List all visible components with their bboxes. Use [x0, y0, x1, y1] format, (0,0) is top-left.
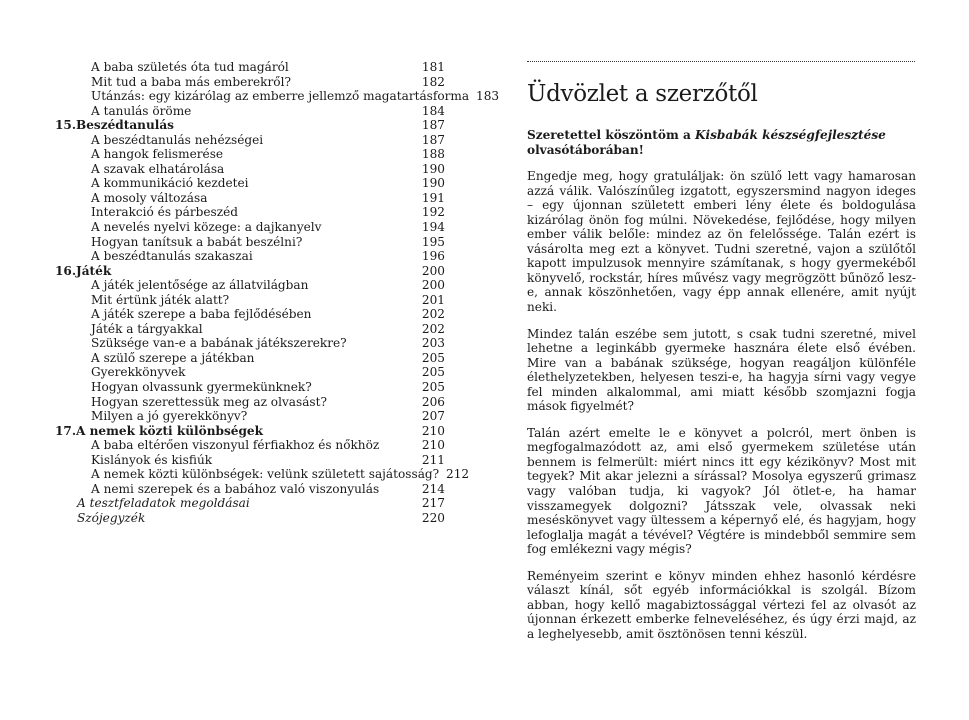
toc-entry — [55, 351, 445, 366]
toc-entry — [55, 75, 445, 90]
toc-entry — [55, 162, 445, 177]
toc-title: A nemi szerepek és a babához való viszonyulás — [91, 481, 380, 496]
toc-title: A játék jelentősége az állatvilágban — [91, 278, 309, 293]
toc-title — [55, 118, 174, 133]
toc-page-number: 205 — [421, 365, 445, 380]
toc-title: A játék szerepe a baba fejlődésében — [91, 307, 312, 322]
paragraph: Reményeim szerint e könyv minden ehhez hasonló kérdésre választ kínál, sőt egyéb információkkal is szolgál. Bízom abban, hogy kellő magabiztossággal vértezi fel az olvasót az újonnan érkezett emberke felneveléséhez, és úgy érzi majd, az a leghelyesebb, amit ösztönösen tenni készül. — [527, 568, 916, 641]
toc-entry — [55, 482, 445, 497]
toc-page-number: 183 — [476, 89, 500, 104]
toc-title: Hogyan szerettessük meg az olvasást? — [91, 394, 327, 409]
toc-title: A nevelés nyelvi közege: a dajkanyelv — [91, 220, 322, 235]
toc-title — [55, 424, 263, 439]
toc-entry — [55, 191, 445, 206]
toc-entry — [55, 467, 470, 482]
toc-entry — [55, 147, 445, 162]
toc-title: Hogyan olvassunk gyermekünknek? — [91, 380, 312, 395]
toc-title: A mosoly változása — [91, 190, 208, 205]
toc-page-number: 211 — [421, 452, 445, 467]
toc-entry — [55, 395, 445, 410]
toc-page-number: 190 — [421, 176, 445, 191]
toc-entry — [55, 336, 445, 351]
toc-title: A baba születés óta tud magáról — [91, 60, 289, 74]
chapter-number: 17. — [55, 423, 77, 438]
toc-page-number: 212 — [446, 467, 470, 482]
toc-title: A tanulás öröme — [91, 103, 192, 118]
toc-title: A tesztfeladatok megoldásai — [77, 496, 250, 511]
table-of-contents — [55, 60, 500, 526]
toc-page-number: 201 — [421, 292, 445, 307]
toc-entry — [55, 511, 445, 526]
toc-page-number: 214 — [421, 481, 445, 496]
toc-chapter — [55, 424, 445, 439]
toc-entry — [55, 220, 445, 235]
toc-title: Milyen a jó gyerekkönyv? — [91, 409, 248, 424]
toc-title: A szülő szerepe a játékban — [91, 350, 255, 365]
toc-entry — [55, 278, 445, 293]
toc-title: Utánzás: egy kizárólag az emberre jellemző magatartásforma — [91, 89, 470, 104]
toc-page-number: 187 — [421, 132, 445, 147]
toc-title: A baba eltérően viszonyul férfiakhoz és nőkhöz — [91, 438, 380, 453]
toc-entry — [55, 293, 445, 308]
chapter-number: 15. — [55, 118, 77, 133]
toc-title: A szavak elhatárolása — [91, 161, 225, 176]
toc-entry — [55, 438, 445, 453]
toc-entry — [55, 380, 445, 395]
toc-page-number: 210 — [421, 438, 445, 453]
toc-page-number: 206 — [421, 394, 445, 409]
chapter-number: 16. — [55, 263, 77, 278]
dotted-rule — [527, 61, 915, 62]
toc-entry — [55, 322, 445, 337]
toc-page-number: 200 — [421, 278, 445, 293]
toc-entry — [55, 496, 445, 511]
toc-page-number: 188 — [421, 147, 445, 162]
toc-title: Szüksége van-e a babának játékszerekre? — [91, 336, 347, 351]
toc-page-number: 200 — [421, 263, 445, 278]
toc-page-number: 192 — [421, 205, 445, 220]
toc-entry — [55, 89, 500, 104]
paragraph: Engedje meg, hogy gratuláljak: ön szülő lett vagy hamarosan azzá válik. Valószínűleg izgatott, egyszersmind nagyon ideges – egy újonnan született emberi lény élete és boldogulása kizárólag önön fog múlni. Növekedése, fejlődése, hogy milyen ember válik belőle: mindez az ön felelőssége. Talán ezért is vásárolta meg ezt a könyvet. Tudni szeretné, vajon a szülőtől kapott impulzusok mennyire számítanak, s hogy gyermekéből könyvelő, rockstár, híres művész vagy megrögzött bűnöző lesz-e, annak köszönhetően, vagy épp annak ellenére, amit nyújt neki. — [527, 169, 916, 315]
toc-entry — [55, 453, 445, 468]
toc-page-number: 191 — [421, 190, 445, 205]
toc-entry — [55, 205, 445, 220]
toc-page-number: 205 — [421, 350, 445, 365]
toc-entry — [55, 235, 445, 250]
greeting-post: olvasótáborában! — [527, 142, 644, 157]
toc-title: A hangok felismerése — [91, 147, 224, 162]
toc-page-number: 182 — [421, 74, 445, 89]
toc-page-number: 190 — [421, 161, 445, 176]
greeting-pre: Szeretettel köszöntöm a — [527, 128, 696, 142]
toc-entry — [55, 104, 445, 119]
toc-entry — [55, 365, 445, 380]
toc-page-number: 196 — [421, 249, 445, 264]
toc-title: Mit értünk játék alatt? — [91, 292, 230, 307]
greeting-line — [527, 128, 916, 157]
toc-page-number: 181 — [421, 60, 445, 74]
toc-page-number: 207 — [421, 409, 445, 424]
toc-page-number: 220 — [421, 510, 445, 525]
toc-title: A kommunikáció kezdetei — [91, 176, 249, 191]
toc-entry — [55, 133, 445, 148]
toc-title: Játék a tárgyakkal — [91, 321, 203, 336]
author-greeting-page — [527, 80, 916, 654]
toc-page-number: 203 — [421, 336, 445, 351]
toc-title: Kislányok és kisfiúk — [91, 452, 213, 467]
toc-title: A nemek közti különbségek: velünk született sajátosság? — [91, 467, 440, 482]
toc-page-number: 217 — [421, 496, 445, 511]
toc-entry — [55, 60, 445, 75]
toc-page-number: 184 — [421, 103, 445, 118]
toc-page-number: 202 — [421, 321, 445, 336]
toc-entry — [55, 249, 445, 264]
paragraph: Mindez talán eszébe sem jutott, s csak tudni szeretné, mivel lehetne a leginkább gyermeke hasznára élete első évében. Mire van a babának szüksége, hogyan reagáljon különféle élethelyzetekben, helyesen teszi-e, ha hagyja sírni vagy vegye fel minden alkalommal, ami miatt később szomjazni fogja mások figyelmét? — [527, 326, 916, 414]
toc-page-number: 187 — [421, 118, 445, 133]
book-title: Kisbabák készségfejlesztése — [695, 128, 886, 142]
toc-page-number: 205 — [421, 380, 445, 395]
toc-page-number: 194 — [421, 220, 445, 235]
page-heading: Üdvözlet a szerzőtől — [527, 81, 758, 107]
toc-entry — [55, 307, 445, 322]
toc-chapter — [55, 264, 445, 279]
toc-entry — [55, 409, 445, 424]
toc-title: Interakció és párbeszéd — [91, 205, 238, 220]
toc-chapter — [55, 118, 445, 133]
toc-title: Hogyan tanítsuk a babát beszélni? — [91, 234, 303, 249]
chapter-title: Játék — [76, 263, 112, 278]
toc-entry — [55, 176, 445, 191]
toc-page-number: 202 — [421, 307, 445, 322]
toc-page-number: 210 — [421, 423, 445, 438]
toc-title: A beszédtanulás nehézségei — [91, 132, 264, 147]
paragraph: Talán azért emelte le e könyvet a polcról, mert önben is megfogalmazódott az, ami első gyermekem születése után bennem is felmerült: miért nincs itt egy kézikönyv? Most mit tegyek? Mit akar jelezni a sírással? Mosolya egyszerű grimasz vagy valóban tudja, ki vagyok? Jól ötlet-e, ha hamar visszamegyek dolgozni? Játsszak vele, olvassak neki meséskönyvet vagy ültessem a képernyő elé, és hagyjam, hogy lefoglalja magát a tévével? Végtére is mindebből semmire sem fog emlékezni vagy mégis? — [527, 425, 916, 557]
toc-page-number: 195 — [421, 234, 445, 249]
chapter-title: Beszédtanulás — [76, 118, 174, 133]
toc-title: Gyerekkönyvek — [91, 365, 186, 380]
toc-title: Mit tud a baba más emberekről? — [91, 74, 291, 89]
chapter-title: A nemek közti különbségek — [76, 423, 263, 438]
toc-title — [55, 264, 111, 279]
toc-title: A beszédtanulás szakaszai — [91, 249, 253, 264]
toc-title: Szójegyzék — [77, 510, 146, 525]
